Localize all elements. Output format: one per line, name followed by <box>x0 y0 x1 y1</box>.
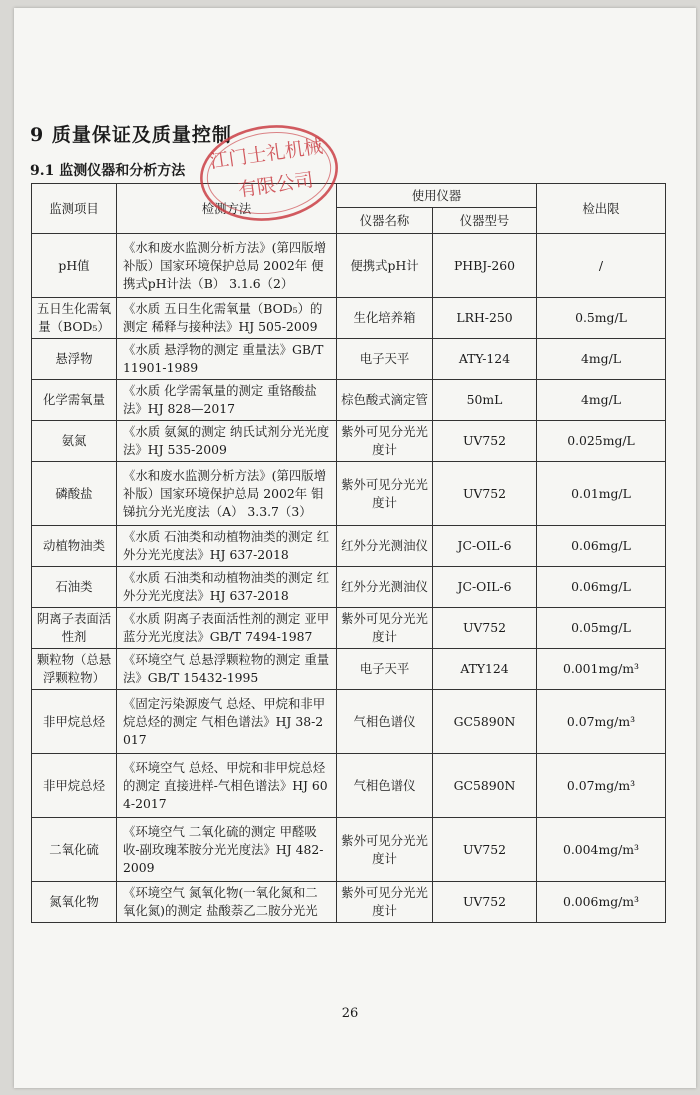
cell-detection-limit: 0.07mg/m³ <box>537 754 666 818</box>
cell-method: 《水质 阴离子表面活性剂的测定 亚甲蓝分光光度法》GB/T 7494-1987 <box>117 608 337 649</box>
cell-instrument-model: LRH-250 <box>433 298 537 339</box>
cell-instrument-name: 紫外可见分光光度计 <box>337 608 433 649</box>
cell-item: 化学需氧量 <box>32 380 117 421</box>
table-row <box>32 608 666 649</box>
header-instrument-model: 仪器型号 <box>433 208 537 234</box>
table-row <box>32 754 666 818</box>
cell-instrument-name: 电子天平 <box>337 649 433 690</box>
table-row <box>32 380 666 421</box>
cell-item: 氮氧化物 <box>32 882 117 923</box>
cell-method: 《水质 五日生化需氧量（BOD₅）的测定 稀释与接种法》HJ 505-2009 <box>117 298 337 339</box>
cell-method: 《水质 悬浮物的测定 重量法》GB/T 11901-1989 <box>117 339 337 380</box>
cell-instrument-name: 红外分光测油仪 <box>337 567 433 608</box>
table-row <box>32 690 666 754</box>
table-row <box>32 339 666 380</box>
section-title: 9 质量保证及质量控制 <box>30 124 232 146</box>
table-row <box>32 298 666 339</box>
cell-detection-limit: 0.004mg/m³ <box>537 818 666 882</box>
cell-method: 《水质 石油类和动植物油类的测定 红外分光光度法》HJ 637-2018 <box>117 567 337 608</box>
table-row <box>32 526 666 567</box>
cell-instrument-name: 气相色谱仪 <box>337 690 433 754</box>
cell-detection-limit: 4mg/L <box>537 380 666 421</box>
cell-method: 《水和废水监测分析方法》(第四版增补版）国家环境保护总局 2002年 钼锑抗分光光度法（A） 3.3.7（3） <box>117 462 337 526</box>
cell-method: 《水质 石油类和动植物油类的测定 红外分光光度法》HJ 637-2018 <box>117 526 337 567</box>
cell-detection-limit: 4mg/L <box>537 339 666 380</box>
table-row <box>32 818 666 882</box>
cell-item: 悬浮物 <box>32 339 117 380</box>
table-row <box>32 421 666 462</box>
header-item: 监测项目 <box>32 184 117 234</box>
cell-item: 磷酸盐 <box>32 462 117 526</box>
cell-instrument-model: JC-OIL-6 <box>433 526 537 567</box>
cell-detection-limit: 0.001mg/m³ <box>537 649 666 690</box>
cell-instrument-model: GC5890N <box>433 754 537 818</box>
cell-instrument-name: 紫外可见分光光度计 <box>337 818 433 882</box>
header-detection-limit: 检出限 <box>537 184 666 234</box>
cell-item: 阴离子表面活性剂 <box>32 608 117 649</box>
cell-instrument-model: GC5890N <box>433 690 537 754</box>
table-row <box>32 882 666 923</box>
table-row <box>32 649 666 690</box>
cell-method: 《水质 氨氮的测定 纳氏试剂分光光度法》HJ 535-2009 <box>117 421 337 462</box>
svg-text:有限公司: 有限公司 <box>236 168 315 202</box>
cell-detection-limit: 0.05mg/L <box>537 608 666 649</box>
svg-text:江门士礼机械: 江门士礼机械 <box>208 135 325 174</box>
cell-instrument-name: 棕色酸式滴定管 <box>337 380 433 421</box>
header-instrument-group: 使用仪器 <box>337 184 537 208</box>
cell-detection-limit: 0.07mg/m³ <box>537 690 666 754</box>
cell-detection-limit: 0.025mg/L <box>537 421 666 462</box>
page-number: 26 <box>341 1006 359 1021</box>
cell-instrument-model: UV752 <box>433 608 537 649</box>
cell-item: 非甲烷总烃 <box>32 690 117 754</box>
cell-instrument-model: UV752 <box>433 421 537 462</box>
cell-item: 动植物油类 <box>32 526 117 567</box>
cell-instrument-model: UV752 <box>433 462 537 526</box>
cell-item: 颗粒物（总悬浮颗粒物） <box>32 649 117 690</box>
subsection-title: 9.1 监测仪器和分析方法 <box>30 163 186 179</box>
cell-detection-limit: / <box>537 234 666 298</box>
cell-method: 《环境空气 二氧化硫的测定 甲醛吸收-副玫瑰苯胺分光光度法》HJ 482-2009 <box>117 818 337 882</box>
table-body <box>32 234 666 923</box>
table-row <box>32 567 666 608</box>
cell-instrument-model: UV752 <box>433 818 537 882</box>
cell-instrument-name: 生化培养箱 <box>337 298 433 339</box>
cell-detection-limit: 0.006mg/m³ <box>537 882 666 923</box>
cell-item: 五日生化需氧量（BOD₅） <box>32 298 117 339</box>
header-instrument-name: 仪器名称 <box>337 208 433 234</box>
cell-item: 氨氮 <box>32 421 117 462</box>
cell-instrument-name: 紫外可见分光光度计 <box>337 882 433 923</box>
cell-item: pH值 <box>32 234 117 298</box>
cell-instrument-name: 电子天平 <box>337 339 433 380</box>
cell-item: 非甲烷总烃 <box>32 754 117 818</box>
cell-method: 《水质 化学需氧量的测定 重铬酸盐法》HJ 828—2017 <box>117 380 337 421</box>
cell-method: 《环境空气 总悬浮颗粒物的测定 重量法》GB/T 15432-1995 <box>117 649 337 690</box>
cell-item: 二氧化硫 <box>32 818 117 882</box>
cell-method: 《水和废水监测分析方法》(第四版增补版）国家环境保护总局 2002年 便携式pH计法（B） 3.1.6（2） <box>117 234 337 298</box>
cell-method: 《环境空气 总烃、甲烷和非甲烷总烃的测定 直接进样-气相色谱法》HJ 604-2017 <box>117 754 337 818</box>
cell-instrument-model: ATY124 <box>433 649 537 690</box>
table-row <box>32 234 666 298</box>
cell-method: 《环境空气 氮氧化物(一氧化氮和二氧化氮)的测定 盐酸萘乙二胺分光光 <box>117 882 337 923</box>
cell-instrument-name: 气相色谱仪 <box>337 754 433 818</box>
cell-item: 石油类 <box>32 567 117 608</box>
cell-instrument-name: 紫外可见分光光度计 <box>337 462 433 526</box>
cell-instrument-name: 红外分光测油仪 <box>337 526 433 567</box>
cell-detection-limit: 0.5mg/L <box>537 298 666 339</box>
cell-detection-limit: 0.06mg/L <box>537 526 666 567</box>
cell-instrument-name: 便携式pH计 <box>337 234 433 298</box>
table-row <box>32 462 666 526</box>
cell-instrument-model: UV752 <box>433 882 537 923</box>
cell-instrument-model: ATY-124 <box>433 339 537 380</box>
cell-instrument-model: PHBJ-260 <box>433 234 537 298</box>
cell-instrument-model: JC-OIL-6 <box>433 567 537 608</box>
cell-method: 《固定污染源废气 总烃、甲烷和非甲烷总烃的测定 气相色谱法》HJ 38-2017 <box>117 690 337 754</box>
cell-instrument-name: 紫外可见分光光度计 <box>337 421 433 462</box>
monitoring-table <box>31 183 666 923</box>
header-method: 检测方法 <box>117 184 337 234</box>
cell-instrument-model: 50mL <box>433 380 537 421</box>
cell-detection-limit: 0.06mg/L <box>537 567 666 608</box>
cell-detection-limit: 0.01mg/L <box>537 462 666 526</box>
